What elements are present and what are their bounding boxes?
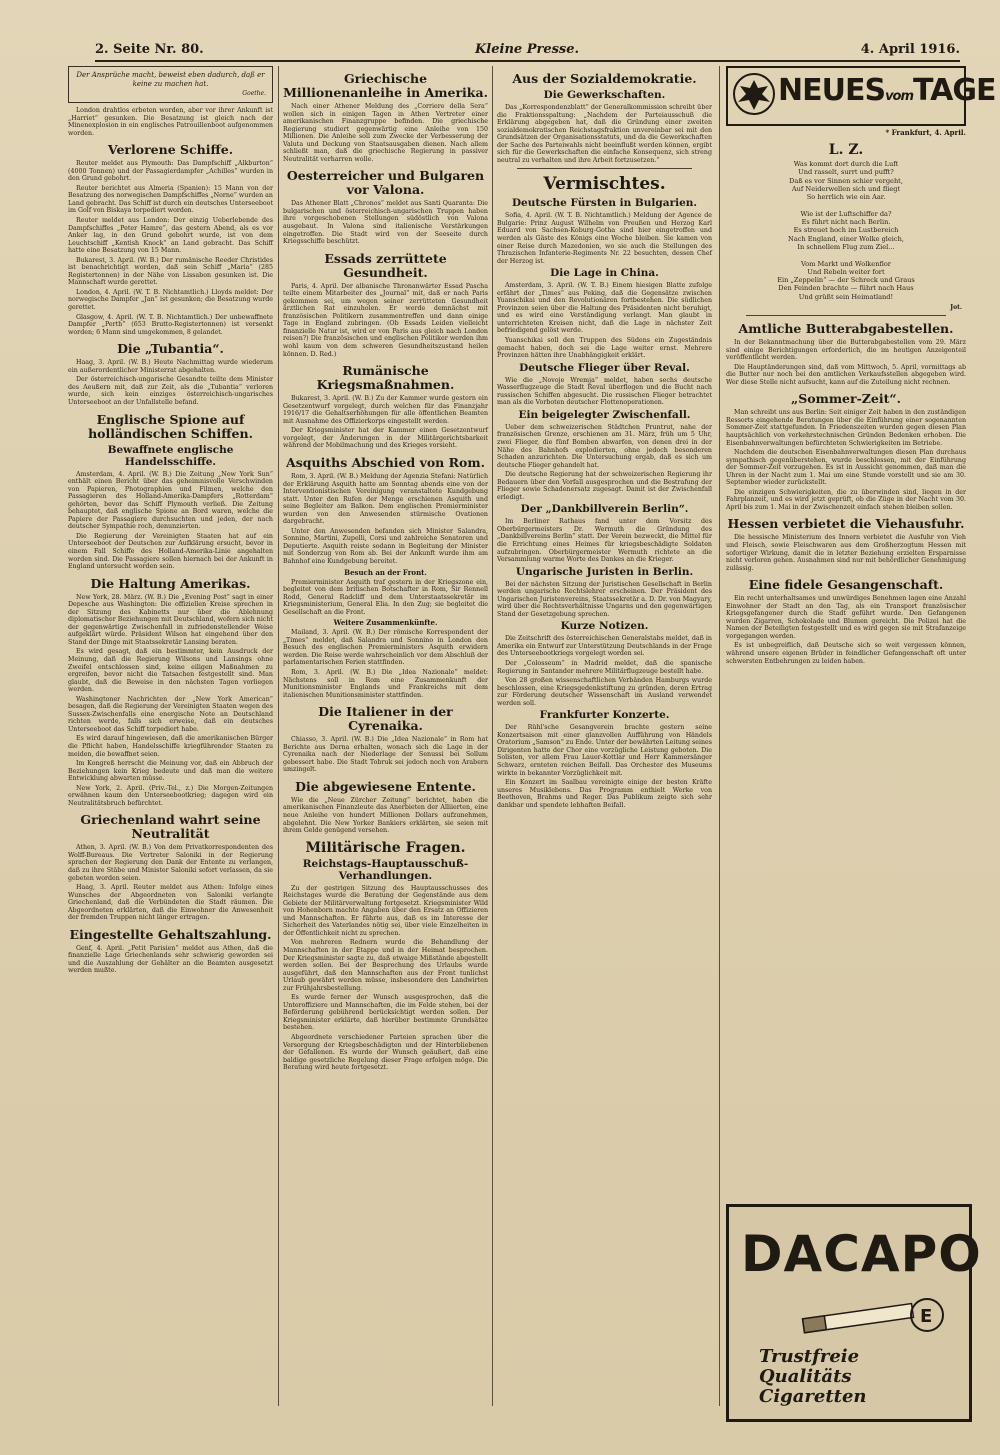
article-paragraph: Washingtoner Nachrichten der „New York American“ besagen, daß die Regierung der Vereinigten Staaten wegen des Sussex-Zwischenfalls eine energische Note an Deutschland richten werde, falls sich erweise, daß ein deutsches Unterseeboot das Schiff torpediert habe. [68, 695, 273, 733]
headline-valona: Oesterreicher und Bulgaren vor Valona. [286, 168, 485, 198]
article-paragraph: Nach einer Athener Meldung des „Corriere della Sera“ wollen sich in einigen Tagen in Athen Vertreter einer amerikanischen Finanzgruppe befinden. Die griechische Regierung studiert gegenwärtig eine Anleihe von 150 Millionen. Die Anleihe soll zum Zwecke der Verbesserung der Valuta und Deckung von Staatsausgaben dienen. Nach allem schließt man, daß die griechische Regierung in passiver Neutralität verharren wolle. [283, 103, 488, 163]
headline-essad: Essads zerrüttete Gesundheit. [324, 250, 447, 280]
masthead-word-1: NEUES [778, 73, 886, 108]
eagle-emblem-icon [732, 72, 776, 118]
headline-social-democracy: Aus der Sozialdemokratie. [512, 71, 697, 86]
article-paragraph: Wie die „Novoje Wremja“ meldet, haben sechs deutsche Wasserflugzeuge die Stadt Reval überflogen und die Bucht nach russischen Schiffen abgesucht. Die russischen Flieger betrachtet man als die Vorboten deutscher Flottenoperationen. [497, 376, 712, 407]
poem-signature: Jot. [950, 304, 962, 312]
headline-romanian-measures: Rumänische Kriegsmaßnahmen. [316, 363, 455, 393]
article-paragraph: Es wird gesagt, daß ein bestimmter, kein Ausdruck der Meinung, daß die Regierung Wilsons und Lansings ohne Zweifel entschlossen sind, keine eiligen Maßnahmen zu ergreifen, bevor nicht die Tatsachen festgestellt sind. Man glaubt, daß die Beweise in den nächsten Tagen vorliegen werden. [68, 648, 273, 694]
article-paragraph: Mailand, 3. April. (W. B.) Der römische Korrespondent der „Times“ meldet, daß Salandra und Sonnino in London den Besuch des englischen Premierministers Asquith erwidern werden. Die Reise werde wahrscheinlich vor dem Abschluß der parlamentarischen Ferien stattfinden. [283, 629, 488, 667]
article-paragraph: Die Regierung der Vereinigten Staaten hat auf ein Unterseeboot der Deutschen zur Aufklärung ersucht, bevor in einem Fall Schiffe des Holland-Amerika-Linie angehalten worden sind. Die Passagiere sollen hiernach bei der Ankunft in England untersucht worden sein. [68, 532, 273, 571]
article-paragraph: Der Rühl'sche Gesangverein brachte gestern seine Konzertsaison mit einer glanzvollen Aufführung von Händels Oratorium „Samson“ zu Ende. Unter der bewährten Leitung seines Dirigenten hatte der Chor eine vorzügliche Leistung geboten. Die Solisten, vor allem Frau Lauer-Kottlar und Herr Kammersänger Schwarz, ernteten reichen Beifall. Das Orchester des Museums wirkte in bekannter Vorzüglichkeit mit. [497, 724, 712, 777]
headline-reval: Deutsche Flieger über Reval. [519, 361, 690, 374]
issue-date: 4. April 1916. [860, 42, 960, 57]
svg-text:E: E [920, 1306, 933, 1327]
article-paragraph: Haag, 3. April. (W. B.) Heute Nachmittag wurde wiederum ein außerordentlicher Ministerrat abgehalten. [68, 359, 273, 374]
article-paragraph: Sofia, 4. April. (W. T. B. Nichtamtlich.) Meldung der Agence de Bulgarie: Prinz August Wilhelm von Preußen und Herzog Karl Eduard von Sachsen-Koburg-Gotha sind hier eingetroffen und werden als Gäste des Königs eine Woche bleiben. Sie kamen von einer Reise durch Mazedonien, wo sie auch die Stellungen des Thrazischen Infanterie-Regiments Nr. 22 besuchten, dessen Chef der Herzog ist. [497, 212, 712, 265]
article-paragraph: Reuter meldet aus Plymouth: Das Dampfschiff „Alkburton“ (4000 Tonnen) und der Passagierdampfer „Achilles“ wurden in den Grund gebohrt. [68, 160, 273, 183]
article-paragraph: Das „Korrespondenzblatt“ der Generalkommission schreibt über die Fraktionsspaltung: „Nachdem der Parteiausschuß die Erklärung abgegeben hat, daß die Gründung einer zweiten sozialdemokratischen Reichstagsfraktion unvereinbar sei mit den Grundsätzen der Organisationsstatuts, und da die Gewerkschaften der Sache des Parteiwahls nicht beeinflußt werden können, ergibt sich für die Gewerkschaften die einfache Konsequenz, sich streng neutral zu verhalten und ihre Arbeit fortzusetzen.“ [497, 104, 712, 164]
article-paragraph: Reuter berichtet aus Almeria (Spanien): 15 Mann von der Besatzung des norwegischen Dampfschiffes „Norne“ wurden an Land gebracht. Das Schiff ist durch ein deutsches Unterseeboot im Golf von Biskaya torpediert worden. [68, 184, 273, 215]
article-paragraph: Bukarest, 3. April. (W. B.) Der rumänische Reeder Christides ist benachrichtigt worden, daß sein Schiff „Maria“ (285 Registertonnen) in der Nähe von Lissabon gesunken ist. Die Mannschaft wurde gerettet. [68, 256, 273, 287]
article-paragraph: Die Hauptänderungen sind, daß vom Mittwoch, 5. April, vormittags ab die Butter nur noch bei den amtlichen Verkaufsstellen abgegeben wird. Wer diese Stelle nicht aufsucht, kann auf die Zuteilung nicht rechnen. [726, 363, 966, 386]
article-paragraph: Reuter meldet aus London: Der einzig Ueberlebende des Dampfschiffes „Peter Hamre“, das gestern Abend, als es vor Anker lag, in den Grund gebohrt wurde, ist von dem Leuchtschiff „Kentish Knock“ an Land gebracht. Das Schiff hatte eine Besatzung von 15 Mann. [68, 217, 273, 255]
article-paragraph: Unter den Anwesenden befanden sich Minister Salandra, Sonnino, Martini, Zupelli, Corsi und zahlreiche Senatoren und Deputierte. Asquith reiste sodann in Begleitung der Minister mit Sonderzug von Rom ab. Bei der Ankunft wurde ihm am Bahnhof eine Kundgebung bereitet. [283, 527, 488, 565]
headline-salary-suspension: Eingestellte Gehaltszahlung. [69, 926, 272, 942]
article-paragraph: Der österreichisch-ungarische Gesandte teilte dem Minister des Aeußern mit, daß zur Zeit, als die „Tubantia“ verloren wurde, sich kein einziges österreichisch-ungarisches Unterseeboot an der Unfallstelle befand. [68, 376, 273, 406]
column-rule [492, 66, 493, 1406]
article-paragraph: Es ist unbegreiflich, daß Deutsche sich so weit vergessen können, während unsere eigenen Brüder in feindlicher Gefangenschaft oft unter schwersten Entbehrungen zu leiden haben. [726, 642, 966, 665]
article-paragraph: New York, 28. März. (W. B.) Die „Evening Post“ sagt in einer Depesche aus Washington: Die offiziellen Kreise sprechen in der Sitzung des Kabinetts nur über die Ablehnung diplomatischer Beziehungen mit Deutschland, wofern sich nicht der gegenwärtige Zwischenfall in zufriedenstellender Weise aufgeklärt würde. Präsident Wilson hat eingehend über den Stand der Dinge mit Staatssekretär Lansing beraten. [68, 593, 273, 646]
headline-captivity: Eine fidele Gesangenschaft. [748, 577, 944, 593]
ad-tagline-1: Trustfreie [759, 1346, 860, 1367]
section-masthead [726, 66, 996, 126]
article-paragraph: Ein Konzert im Saalbau vereinigte einige der besten Kräfte unseres Musiklebens. Das Programm enthielt Werke von Beethoven, Brahms und Reger. Das Publikum zeigte sich sehr dankbar und spendete lebhaften Beifall. [497, 779, 712, 809]
article-paragraph: Abgeordnete verschiedener Parteien sprachen über die Versorgung der Kriegsbeschädigten und der Hinterbliebenen der Gefallenen. Es wurde der Wunsch geäußert, daß eine baldige gesetzliche Regelung dieser Frage erfolgen möge. Die Beratung wird heute fortgesetzt. [283, 1034, 488, 1072]
section-divider [517, 168, 692, 169]
subheading-front-visit: Besuch an der Front. [344, 567, 427, 577]
headline-hungarian-jurists: Ungarische Juristen in Berlin. [515, 565, 694, 578]
poem-text: Was kommt dort durch die Luft Und rasselt, surrt und pufft? Daß es vor Sinnen schier vergeht, Auf Neiderwellen sich und fliegt So herrlich wie ein Aar. Wie ist der Luftschiffer da? Es führt nicht nach Berlin. Es streuet hoch im Lustbereich Nach England, einer Wolke gleich, In schnellem Flug zum Ziel... Vom Markt und Wolkenflor Und Rebeln weiter fort Ein „Zeppelin“ — der Schreck und Graus Den Feinden brachte — führt nach Haus Und grüßt sein Heimatland! [777, 160, 915, 301]
headline-incident: Ein beigelegter Zwischenfall. [518, 408, 691, 421]
headline-princes-bulgaria: Deutsche Fürsten in Bulgarien. [511, 197, 698, 210]
headline-greece-neutrality: Griechenland wahrt seine Neutralität [80, 812, 261, 842]
article-paragraph: Ueber dem schweizerischen Städtchen Pruntrut, nahe der französischen Grenze, erschienen am 31. März, früh um 5 Uhr, zwei Flieger, die fünf Bomben abwarfen, von denen drei in der Nähe des Bahnhofs explodierten, ohne jedoch besonderen Schaden anzurichten. Die Untersuchung ergab, daß es sich um deutsche Flieger gehandelt hat. [497, 423, 712, 469]
headline-asquith: Asquiths Abschied von Rom. [286, 454, 485, 470]
article-paragraph: Ein recht unterhaltsames und unwürdiges Benehmen lagen eine Anzahl Einwohner der Stadt an den Tag, als ein Transport französischer Kriegsgefangener durch die Stadt geführt wurde. Den Gefangenen wurden Zigarren, Schokolade und Blumen gereicht. Die Polizei hat die Namen der Beteiligten festgestellt und es wird gegen sie mit Strafanzeige vorgegangen werden. [726, 595, 966, 640]
headline-short-notes: Kurze Notizen. [560, 620, 649, 633]
article-paragraph: Genf, 4. April. „Petit Parisien“ meldet aus Athen, daß die finanzielle Lage Griechenlands sehr schwierig geworden sei und die Auszahlung der Gehälter an die Beamten ausgesetzt werden mußte. [68, 944, 273, 975]
article-paragraph: Die Zeitschrift des österreichischen Generalstabs meldet, daß in Amerika ein Entwurf zur Unterstützung Deutschlands in der Frage des Unterseebootkriegs vorgelegt worden sei. [497, 635, 712, 658]
column-4 [726, 66, 996, 1421]
headline-entente-rejected: Die abgewiesene Entente. [295, 778, 476, 794]
article-paragraph: Es wird darauf hingewiesen, daß die amerikanischen Bürger die Pflicht haben, Handelsschiffe kriegführender Staaten zu meiden, die bewaffnet seien. [68, 735, 273, 758]
section-dateline: * Frankfurt, 4. April. [885, 128, 966, 137]
headline-tubantia: Die „Tubantia“. [117, 341, 224, 357]
headline-greek-loan: Griechische Millionenanleihe in Amerika. [283, 71, 488, 100]
subheading-meetings: Weitere Zusammenkünfte. [333, 618, 438, 628]
article-paragraph: Es wurde ferner der Wunsch ausgesprochen, daß die Unteroffiziere und Mannschaften, die im Felde stehen, bei der Beförderung gebührend berücksichtigt werden sollen. Der Kriegsminister erklärte, daß hierüber bestimmte Grundsätze bestehen. [283, 994, 488, 1032]
headline-summer-time: „Sommer-Zeit“. [791, 391, 901, 407]
article-paragraph: Haag, 3. April. Reuter meldet aus Athen: Infolge eines Wunsches der Abgeordneten von Saloniki verlangte Griechenland, daß die Verbündeten die Stadt räumen. Die Abgeordneten erklärten, daß die Einwohner die Anwesenheit der fremden Truppen nicht länger ertragen. [68, 884, 273, 922]
article-paragraph: Glasgow, 4. April. (W. T. B. Nichtamtlich.) Der unbewaffnete Dampfer „Perth“ (653 Brutto-Registertonnen) ist versenkt worden; 6 Mann sind umgekommen, 8 gelandet. [68, 313, 273, 336]
article-paragraph: Das Athener Blatt „Chronos“ meldet aus Santi Quaranta: Die bulgarischen und österreichisch-ungarischen Truppen haben ihre vorgeschobenen Stellungen südöstlich von Valona ausgebaut. In Valona sind italienische Verstärkungen eingetroffen. Die Stadt wird von der Seeseite durch Kriegsschiffe beschützt. [283, 200, 488, 246]
article-paragraph: Im Berliner Rathaus fand unter dem Vorsitz des Oberbürgermeisters Dr. Wermuth die Gründung des „Dankbillvereins Berlin“ statt. Der Verein bezweckt, die Mittel für die Errichtung eines Heimes für kriegsbeschädigte Soldaten aufzubringen. Oberbürgermeister Wermuth richtete an die Versammlung warme Worte des Dankes an die Krieger. [497, 518, 712, 564]
article-paragraph: Rom, 3. April. (W. B.) Meldung der Agenzia Stefani: Natürlich der Erklärung Asquith hatte am Sonntag abends eine von der Interventionistischen Vereinigung veranstaltete Kundgebung statt. Unter den Rufen der Menge erschienen Asquith und seine Begleiter am Balkon. Dem englischen Premierminister wurden von den Anwesenden stürmische Ovationen dargebracht. [283, 472, 488, 526]
subheadline-unions: Die Gewerkschaften. [543, 89, 666, 101]
article-paragraph: Die hessische Ministerium des Innern verbietet die Ausfuhr von Vieh und Fleisch, sowie Fleischwaren aus dem Großherzogtum Hessen mit sofortiger Wirkung, damit die in letzter Beziehung erzielten Ersparnisse nicht verloren gehen. Ausnahmen sind nur mit behördlicher Genehmigung zulässig. [726, 534, 966, 572]
article-paragraph: Bei der nächsten Sitzung der Juristischen Gesellschaft in Berlin werden ungarische Rechtslehrer erscheinen. Der Präsident des Ungarischen Juristenvereins, Staatssekretär a. D. Dr. von Magyary, wird über die Rechtsverhältnisse Ungarns und den gegenwärtigen Stand der Gesetzgebung sprechen. [497, 580, 712, 618]
column-2 [283, 66, 488, 1421]
page-header [95, 40, 960, 62]
headline-military-questions: Militärische Fragen. [305, 839, 466, 856]
ad-tagline-3: Cigaretten [759, 1386, 867, 1407]
column-1 [68, 66, 273, 1421]
article-paragraph: Im Kongreß herrscht die Meinung vor, daß ein Abbruch der Beziehungen kein Krieg bedeute und daß man die weitere Entwicklung abwarten müsse. [68, 760, 273, 783]
headline-lost-ships: Verlorene Schiffe. [107, 142, 234, 158]
column-rule [719, 66, 720, 1406]
subheadline-armed-ships: Bewaffnete englische Handelsschiffe. [107, 443, 234, 468]
article-paragraph: Amsterdam, 3. April. (W. T. B.) Einem hiesigen Blatte zufolge erfährt der „Times“ aus Peking, daß die Gegensätze zwischen Yuanschikai und den Revolutionären fortbestehen. Die südlichen Provinzen seien über die Haltung des Präsidenten nicht beruhigt, und es wird eine Verständigung verlangt. Man glaubt in unterrichteten Kreisen nicht, daß die Lage in nächster Zeit befriedigend gelöst werde. [497, 282, 712, 335]
article-paragraph: Von 28 großen wissenschaftlichen Verbänden Hamburgs wurde beschlossen, eine Kriegsgedenkstiftung zu gründen, deren Ertrag zur Förderung deutscher Wissenschaft im Ausland verwendet werden soll. [497, 677, 712, 707]
motto-box [68, 66, 273, 103]
article-paragraph: Amsterdam, 4. April. (W. B.) Die Zeitung „New York Sun“ enthält einen Bericht über das geheimnisvolle Verschwinden von Papieren, Photographien und Filmen, welche den Passagieren des Holland-Amerika-Dampfers „Rotterdam“ gehörten, bevor das Schiff Plymouth verließ. Die Zeitung behauptet, daß englische Spione an Bord waren, welche die Papiere der Passagiere durchsuchten und jeden, der nach deutscher Sympathie roch, denunzierten. [68, 470, 273, 531]
headline-america: Die Haltung Amerikas. [90, 575, 251, 591]
motto-text: Der Ansprüche macht, beweist eben dadurch, daß er keine zu machen hat. [76, 71, 265, 88]
ad-tagline [759, 1347, 867, 1407]
article-paragraph: Premierminister Asquith traf gestern in der Kriegszone ein, begleitet von dem britischen Botschafter in Rom, Sir Rennell Rodd, General Radcliff und dem Unterstaatssekretär im Kriegsministerium, General Elia. In den Zug; sie begleitet die Gesellschaft an die Front. [283, 578, 488, 616]
article-paragraph: Athen, 3. April. (W. B.) Von dem Privatkorrespondenten des Wolff-Bureaus. Die Vertreter Saloniki in der Regierung sprachen der Regierung den Dank der Entente zu verlangen, daß zu ihre Stäbe und Minister Saloniki sofort verlassen, da sie gebeten worden seien. [68, 844, 273, 882]
poem-title: L. Z. [828, 142, 864, 158]
article-paragraph: In der Bekanntmachung über die Butterabgabestellen vom 29. März sind einige Berichtigungen erforderlich, die im heutigen Anzeigenteil veröffentlicht werden. [726, 339, 966, 362]
headline-dankbill: Der „Dankbillverein Berlin“. [520, 503, 689, 516]
article-paragraph: Paris, 4. April. Der albanische Thronanwärter Essad Pascha teilte einem Mitarbeiter des „Journal“ mit, daß er nach Paris gekommen sei, um wegen seiner zerrütteten Gesundheit ärztlichen Rat einzuholen. Er werde demnächst mit französischen Politikern zusammentreffen und dann einige Tage in England zubringen. (Ob Essads Leiden vielleicht finanzielle Natur ist, wird er von Paris aus gleich nach London reisen?) Die französischen und englischen Politiker werden ihm wohl kaum von dem schweren Gesundheitszustand heilen können. D. Red.) [283, 282, 488, 358]
article-paragraph: Zu der gestrigen Sitzung des Hauptausschusses des Reichstages wurde die Beratung der Gegenstände aus dem Gebiete der Militärverwaltung fortgesetzt. Kriegsminister Wild von Hohenborn machte Angaben über den Ersatz an Offizieren und Mannschaften. Er führte aus, daß es im Interesse der Sicherheit des Vaterlandes nötig sei, über viele Einzelheiten in der Öffentlichkeit nicht zu sprechen. [283, 884, 488, 937]
article-paragraph: Der Kriegsminister hat der Kammer einen Gesetzentwurf vorgelegt, der Änderungen in der Militärgerichtsbarkeit während der Mobilmachung und des Krieges vorsieht. [283, 427, 488, 450]
article-paragraph: New York, 2. April. (Priv.-Tel., z.) Die Morgen-Zeitungen erwähnen kaum den Unterseebootkrieg; dagegen wird ein Neutralitätsbruch befürchtet. [68, 784, 273, 807]
motto-source: Goethe. [242, 90, 266, 97]
masthead-title [778, 74, 996, 114]
article-paragraph: London, 4. April. (W. T. B. Nichtamtlich.) Lloyds meldet: Der norwegische Dampfer „Jan“ ist gesunken; die Besatzung wurde gerettet. [68, 288, 273, 312]
article-paragraph: Man schreibt uns aus Berlin: Seit einiger Zeit haben in den zuständigen Ressorts eingehende Beratungen über die Einführung einer sogenannten Sommer-Zeit stattgefunden. In Friedenszeiten wurden gegen diesen Plan hauptsächlich von verkehrstechnischen Gründen Bedenken erhoben. Die Eisenbahnverwaltungen befürchteten Schwierigkeiten im Betriebe. [726, 409, 966, 447]
masthead-word-3: TAGE [913, 73, 996, 108]
headline-china: Die Lage in China. [550, 267, 659, 280]
article-paragraph: Wie die „Neue Zürcher Zeitung“ berichtet, haben die amerikanischen Finanzleute das Anerbieten der Alliierten, eine neue Anleihe von hundert Millionen Dollars aufzunehmen, abgelehnt. Die New Yorker Bankiers erklärten, sie seien mit ihrem Gelde genügend versehen. [283, 796, 488, 835]
section-divider [746, 315, 946, 316]
column-3 [497, 66, 712, 1421]
article-paragraph: Die deutsche Regierung hat der schweizerischen Regierung ihr Bedauern über den Vorfall ausgesprochen und die Bestrafung der Flieger sowie Schadenersatz zugesagt. Damit ist der Zwischenfall erledigt. [497, 471, 712, 501]
article-paragraph: London drahtlos erbeten worden, aber vor ihrer Ankunft ist „Harriet“ gesunken. Die Besatzung ist gleich nach der Minenexplosion in ein englisches Patrouillenboot aufgenommen worden. [68, 107, 273, 137]
page-number: 2. Seite Nr. 80. [95, 42, 204, 57]
article-paragraph: Rom, 3. April. (W. B.) Die „Idea Nazionale“ meldet: Nächstens soll in Rom eine Zusammenkunft der Munitionsminister Englands und Frankreichs mit dem italienischen Munitionsminister stattfinden. [283, 668, 488, 699]
article-paragraph: Nachdem die deutschen Eisenbahnverwaltungen diesen Plan durchaus sympathisch gegenüberstehen, wurde beschlossen, mit der Einführung der Sommer-Zeit vorzugehen. Es ist in Aussicht genommen, daß man die Uhren in der Nacht zum 1. Mai um eine Stunde vorstellt und sie am 30. September wieder zurückstellt. [726, 449, 966, 487]
headline-concerts: Frankfurter Konzerte. [539, 709, 670, 722]
article-paragraph: Von mehreren Rednern wurde die Behandlung der Mannschaften in der Etappe und in der Heimat besprochen. Der Kriegsminister sagte zu, daß etwaige Mißstände abgestellt werden sollen. Bei der Besprechung des Urlaubs wurde ausgeführt, daß den Mannschaften aus der Front tunlichst Urlaub gewährt werden müsse, insbesondere den Landwirten zur Frühjahrsbestellung. [283, 939, 488, 992]
subheadline-reichstag: Reichstags-Hauptausschuß-Verhandlungen. [302, 857, 469, 882]
ad-brand-name: DACAPO [741, 1225, 982, 1283]
ad-tagline-2: Qualitäts [759, 1366, 852, 1387]
article-paragraph: Yuanschikai soll den Truppen des Südens ein Zugeständnis gemacht haben, doch sei die Lage weiter ernst. Mehrere Provinzen hätten ihre Unabhängigkeit erklärt. [497, 337, 712, 360]
headline-english-spies: Englische Spione auf holländischen Schiffen. [88, 411, 253, 441]
cigarette-advertisement [726, 1204, 982, 1422]
section-miscellaneous: Vermischtes. [543, 174, 666, 195]
article-paragraph: Die einzigen Schwierigkeiten, die zu überwinden sind, liegen in der Fahrplanzeit, und es wird jetzt geprüft, ob die Züge in der Nacht vom 30. April bis zum 1. Mai in der Zwischenzeit einfach stehen bleiben sollen. [726, 488, 966, 511]
headline-butter: Amtliche Butterabgabestellen. [738, 321, 954, 337]
newspaper-name: Kleine Presse. [475, 42, 580, 57]
headline-cyrenaica: Die Italiener in der Cyrenaika. [318, 704, 453, 734]
headline-hesse-livestock: Hessen verbietet die Viehausfuhr. [727, 516, 965, 532]
article-paragraph: Bukarest, 3. April. (W. B.) Zu der Kammer wurde gestern ein Gesetzentwurf vorgelegt, durch welchen für das Finanzjahr 1916/17 die Gehaltserhöhungen für alle öffentlichen Beamten mit Ausnahme des Offizierkorps eingestellt werden. [283, 395, 488, 425]
masthead-word-2: vom [885, 89, 914, 104]
cigarette-icon [799, 1293, 949, 1343]
column-rule [278, 66, 279, 1406]
article-paragraph: Der „Colosseum“ in Madrid meldet, daß die spanische Regierung in Santander mehrere Militärflugzeuge bestellt habe. [497, 659, 712, 675]
article-paragraph: Chiasso, 3. April. (W. B.) Die „Idea Nazionale“ in Rom hat Berichte aus Derna erhalten, wonach sich die Lage in der Cyrenaika nach der Niederlage der Senussi bei Sollum gebessert habe. Die Stadt Tobruk sei jedoch noch von Arabern umzingelt. [283, 736, 488, 774]
